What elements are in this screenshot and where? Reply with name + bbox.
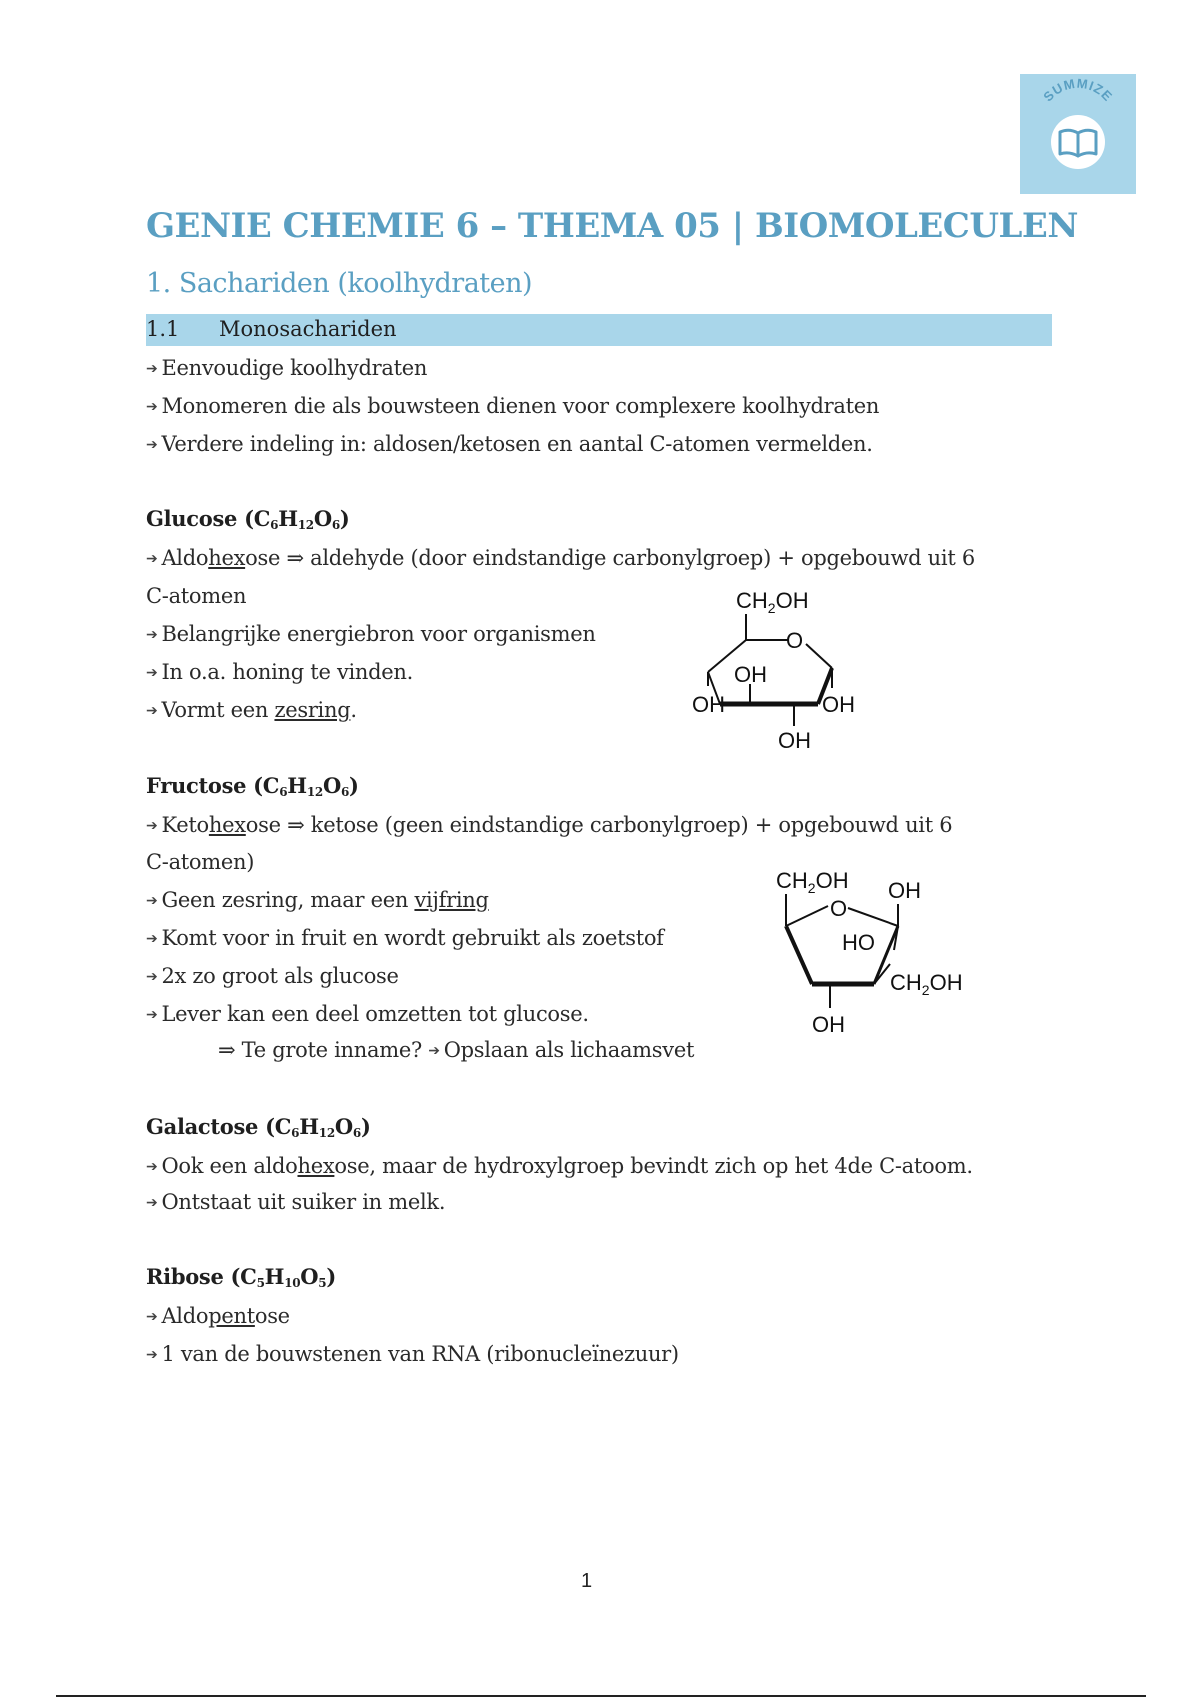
- fructose-ho: HO: [842, 930, 875, 955]
- arrow-icon: ➔: [146, 969, 158, 985]
- subsection-number: 1.1: [146, 317, 180, 341]
- fructose-oh-bottom: OH: [812, 1012, 845, 1037]
- arrow-icon: ➔: [146, 551, 158, 567]
- section-heading: 1. Sachariden (koolhydraten): [146, 268, 533, 299]
- fructose-ch2oh-right: $CH_2OH$: [890, 970, 963, 998]
- page-number: 1: [581, 1570, 593, 1592]
- svg-text:SUMMIZE: [1040, 76, 1115, 105]
- arrow-icon: ➔: [146, 703, 158, 719]
- arrow-icon: ➔: [146, 1347, 158, 1363]
- fructose-oh-top: OH: [888, 878, 921, 903]
- fructose-heading: Fructose $(C_6H_{12}O_6)$: [146, 773, 359, 799]
- ribose-item: ➔ 1 van de bouwstenen van RNA (ribonucleïnezuur): [146, 1342, 679, 1366]
- ribose-heading: Ribose $(C_5H_{10}O_5)$: [146, 1264, 336, 1290]
- galactose-item: ➔ Ook een aldohexose, maar de hydroxylgroep bevindt zich op het 4de C-atoom.: [146, 1154, 973, 1178]
- glucose-heading: Glucose $(C_6H_{12}O_6)$: [146, 506, 350, 532]
- fructose-item: ➔ Komt voor in fruit en wordt gebruikt als zoetstof: [146, 926, 664, 950]
- book-icon: [1020, 74, 1136, 194]
- arrow-icon: ➔: [146, 931, 158, 947]
- arrow-icon: ➔: [146, 1159, 158, 1175]
- arrow-icon: ➔: [146, 818, 158, 834]
- fructose-item: ➔ Lever kan een deel omzetten tot glucose.: [146, 1002, 589, 1026]
- glucose-ring-oxygen: O: [786, 628, 804, 653]
- glucose-oh-left: OH: [692, 692, 725, 717]
- logo-text: SUMMIZE: [1040, 75, 1116, 105]
- arrow-icon: ➔: [146, 361, 158, 377]
- arrow-icon: ➔: [146, 399, 158, 415]
- fructose-item: ➔ Geen zesring, maar een vijfring: [146, 888, 489, 912]
- subsection-bar: [146, 314, 1052, 346]
- arrow-icon: ➔: [146, 665, 158, 681]
- glucose-item: ➔ Vormt een zesring.: [146, 698, 357, 722]
- fructose-ring-oxygen: O: [830, 896, 848, 921]
- page-title: GENIE CHEMIE 6 – THEMA 05 | BIOMOLECULEN: [146, 206, 1078, 246]
- arrow-icon: ➔: [146, 1195, 158, 1211]
- glucose-item-cont: C-atomen: [146, 584, 247, 608]
- arrow-icon: ➔: [146, 437, 158, 453]
- glucose-ch2oh: $CH_2OH$: [736, 588, 809, 616]
- arrow-icon: ➔: [428, 1043, 440, 1059]
- glucose-oh-top: OH: [734, 662, 767, 687]
- arrow-icon: ➔: [146, 627, 158, 643]
- galactose-item: ➔ Ontstaat uit suiker in melk.: [146, 1190, 446, 1214]
- fructose-item: ➔ 2x zo groot als glucose: [146, 964, 399, 988]
- glucose-item: ➔ Aldohexose ⇒ aldehyde (door eindstandige carbonylgroep) + opgebouwd uit 6: [146, 546, 975, 570]
- subsection-label: Monosachariden: [219, 317, 397, 341]
- footer-rule: [56, 1695, 1146, 1697]
- intro-item: ➔ Verdere indeling in: aldosen/ketosen en aantal C-atomen vermelden.: [146, 432, 873, 456]
- arrow-icon: ➔: [146, 893, 158, 909]
- arrow-icon: ➔: [146, 1309, 158, 1325]
- glucose-item: ➔ Belangrijke energiebron voor organismen: [146, 622, 596, 646]
- summize-logo: [1020, 74, 1136, 194]
- fructose-item: ➔ Ketohexose ⇒ ketose (geen eindstandige carbonylgroep) + opgebouwd uit 6: [146, 813, 953, 837]
- galactose-heading: Galactose $(C_6H_{12}O_6)$: [146, 1114, 371, 1140]
- fructose-item-cont: C-atomen): [146, 850, 255, 874]
- ribose-item: ➔ Aldopentose: [146, 1304, 290, 1328]
- glucose-item: ➔ In o.a. honing te vinden.: [146, 660, 414, 684]
- glucose-oh-right: OH: [822, 692, 855, 717]
- glucose-structure: [690, 580, 890, 770]
- intro-item: ➔ Eenvoudige koolhydraten: [146, 356, 428, 380]
- glucose-oh-bottom: OH: [778, 728, 811, 753]
- fructose-structure: [770, 860, 990, 1050]
- intro-item: ➔ Monomeren die als bouwsteen dienen voor complexere koolhydraten: [146, 394, 880, 418]
- arrow-icon: ➔: [146, 1007, 158, 1023]
- fructose-subitem: ⇒ Te grote inname? ➔ Opslaan als lichaamsvet: [218, 1038, 695, 1062]
- fructose-ch2oh-top: $CH_2OH$: [776, 868, 849, 896]
